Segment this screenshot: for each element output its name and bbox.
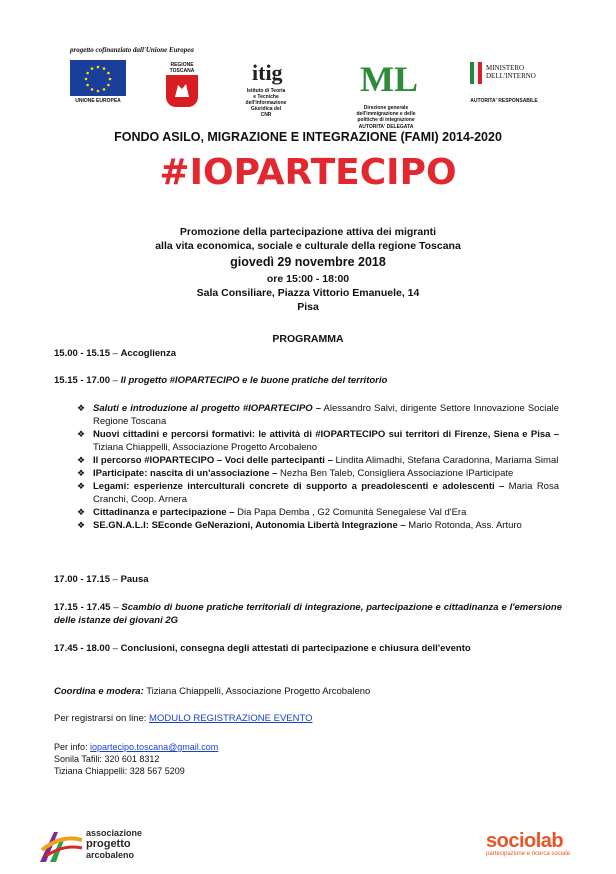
ml-logo-m: ML [360,59,418,99]
info-label: Per info: [54,742,91,752]
interior-authority: AUTORITA' RESPONSABILE [470,98,538,104]
talk-speaker: Tiziana Chiappelli, Associazione Progetto Arcobaleno [93,442,318,453]
slot-3-time: 17.00 - 17.15 [54,574,110,585]
slot-5-sep: – [110,643,121,654]
ml-caption [346,105,426,130]
talk-title: Il percorso #IOPARTECIPO – Voci delle partecipanti – [93,455,333,466]
cofinanced-text: progetto cofinanziato dall'Unione Europea [70,46,194,54]
slot-4-text: Scambio di buone pratiche territoriali di integrazione, partecipazione e cittadinanza e l'emersione delle istanze dei giovani 2G [54,602,562,626]
list-item [77,480,559,506]
arcobaleno-line-2: progetto [86,838,131,850]
fund-title: FONDO ASILO, MIGRAZIONE E INTEGRAZIONE (FAMI) 2014-2020 [114,130,502,144]
itig-caption: Istituto di Teoria e Tecniche dell'Informazione Giuridica del CNR [245,88,287,118]
slot-2 [54,375,387,386]
talk-speaker: Lindita Alimadhi, Stefana Caradonna, Mariama Simal [332,455,559,466]
slot-4-sep: – [110,602,122,613]
talk-speaker: Maria Rosa Cranchi, Coop. Arnera [93,481,559,505]
sociolab-tagline: partecipazione e ricerca sociale [486,851,571,857]
arcobaleno-text [86,828,142,861]
promo-line-1: Promozione della partecipazione attiva dei migranti [179,226,437,238]
promo-line-2: alla vita economica, sociale e culturale della regione Toscana [155,240,461,252]
info-line [54,741,218,753]
sociolab-name: sociolab [486,830,564,852]
arcobaleno-mark-icon [38,826,86,866]
talk-speaker: Dia Papa Demba , G2 Comunità Senegalese Val d'Era [234,507,467,518]
ml-authority: AUTORITA' DELEGATA [358,124,414,130]
bullet-icon: ❖ [77,429,86,439]
coordinator [54,686,370,697]
talk-title: Cittadinanza e partecipazione – [93,507,235,518]
slot-1-sep: – [110,348,121,359]
eu-label: UNIONE EUROPEA [75,98,121,104]
italy-flag-icon [470,62,482,84]
event-time: ore 15:00 - 18:00 [266,273,350,285]
ml-caption-text: Direzione generale dell'immigrazione e delle politiche di integrazione [356,105,416,123]
slot-5-text: Conclusioni, consegna degli attestati di partecipazione e chiusura dell'evento [120,643,471,654]
list-item [77,519,559,532]
programma-title: PROGRAMMA [272,333,344,345]
bullet-icon: ❖ [77,403,86,413]
slot-2-sep: – [110,375,121,386]
bullet-icon: ❖ [77,481,86,491]
arcobaleno-line-3: arcobaleno [86,850,135,860]
talk-speaker: Nezha Ben Taleb, Consigliera Associazione IParticipate [277,468,514,479]
slot-2-time: 15.15 - 17.00 [54,375,110,386]
coordinator-value: Tiziana Chiappelli, Associazione Progetto Arcobaleno [143,686,371,697]
list-item [77,402,559,428]
registration-link[interactable]: MODULO REGISTRAZIONE EVENTO [149,713,313,724]
itig-logo: itig [252,60,283,85]
slot-1-time: 15.00 - 15.15 [54,348,110,359]
slot-1-text: Accoglienza [120,348,176,359]
contact-2: Tiziana Chiappelli: 328 567 5209 [54,766,185,776]
slot-4-time: 17.15 - 17.45 [54,602,111,613]
talk-title: Nuovi cittadini e percorsi formativi: le attività di #IOPARTECIPO sui territori di Firenze, Siena e Pisa – [93,429,559,440]
arcobaleno-line-1: associazione [86,828,143,838]
tuscany-label: REGIONE TOSCANA [169,62,195,74]
slot-3-text: Pausa [120,574,149,585]
eu-flag-logo [70,60,126,96]
bullet-icon: ❖ [77,520,86,530]
info-block [54,741,218,777]
bullet-icon: ❖ [77,455,86,465]
event-venue: Sala Consiliare, Piazza Vittorio Emanuele, 14 [196,287,420,299]
talk-title: Saluti e introduzione al progetto #IOPARTECIPO – [93,403,322,414]
slot-5-time: 17.45 - 18.00 [54,643,110,654]
coordinator-label: Coordina e modera: [54,686,144,697]
tuscany-shield-icon [166,75,198,107]
slot-3 [54,574,149,585]
slot-2-text: Il progetto #IOPARTECIPO e le buone pratiche del territorio [120,375,388,386]
registration [54,713,313,724]
slot-3-sep: – [110,574,121,585]
ml-logo [360,58,418,100]
list-item [77,454,559,467]
talk-title: Legami: esperienze interculturali concrete di supporto a preadolescenti e adolescenti – [93,481,505,492]
info-email-link[interactable]: iopartecipo.toscana@gmail.com [90,742,219,752]
talk-title: IParticipate: nascita di un'associazione – [93,468,278,479]
slot-1 [54,348,176,359]
talk-speaker: Alessandro Salvi, dirigente Settore Innovazione Sociale Regione Toscana [93,403,559,427]
talk-title: SE.GN.A.L.I: SEconde GeNerazioni, Autonomia Libertà Integrazione – [93,520,406,531]
sociolab-logo [486,830,596,857]
event-city: Pisa [297,301,319,313]
progetto-arcobaleno-logo [38,826,158,868]
event-hashtag: #IOPARTECIPO [159,152,457,193]
slot-4 [54,601,562,627]
registration-label: Per registrarsi on line: [54,713,150,724]
event-date: giovedì 29 novembre 2018 [230,255,386,269]
list-item [77,506,559,519]
list-item [77,428,559,454]
contact-1: Sonila Tafili: 320 601 8312 [54,754,160,764]
interior-label: MINISTERO DELL'INTERNO [486,64,536,80]
talk-list [77,402,559,532]
talk-speaker: Mario Rotonda, Ass. Arturo [405,520,522,531]
slot-5 [54,643,471,654]
bullet-icon: ❖ [77,507,86,517]
bullet-icon: ❖ [77,468,86,478]
list-item [77,467,559,480]
